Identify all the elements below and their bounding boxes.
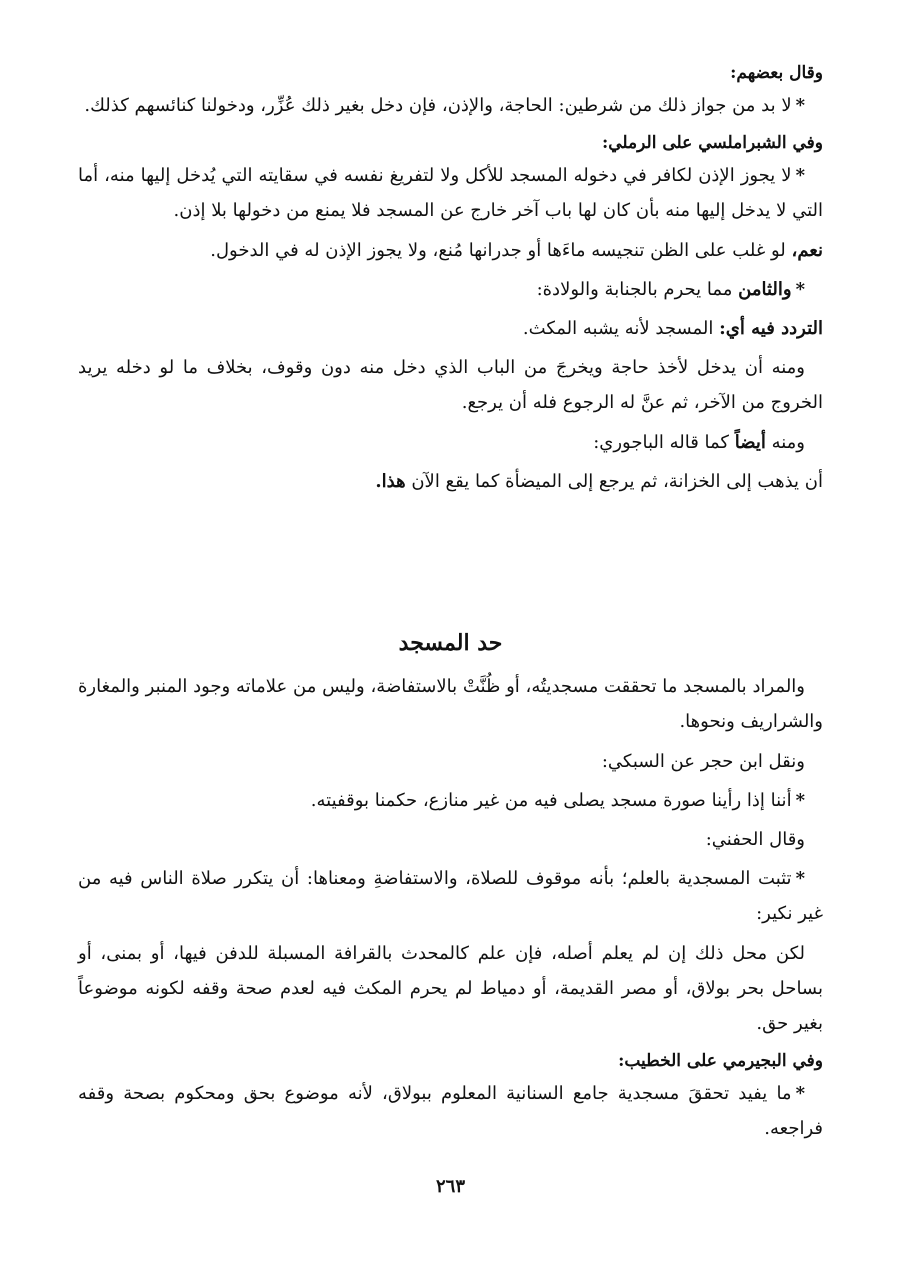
paragraph-text: أن يذهب إلى الخزانة، ثم يرجع إلى الميضأة كما يقع الآن	[411, 471, 823, 492]
asterisk-marker: *	[795, 790, 805, 811]
heading-bujairimi: وفي البجيرمي على الخطيب:	[618, 1051, 823, 1071]
page-number: ٢٦٣	[435, 1176, 465, 1197]
asterisk-marker: *	[795, 1083, 805, 1104]
asterisk-marker: *	[795, 868, 805, 889]
paragraph-text: ما يفيد تحققَ مسجدية جامع السنانية المعلوم ببولاق، لأنه موضوع بحق ومحكوم بصحة وقفه فراجعه.	[78, 1083, 823, 1139]
paragraph-text: المسجد لأنه يشبه المكث.	[522, 318, 714, 339]
paragraph-text: تثبت المسجدية بالعلم؛ بأنه موقوف للصلاة، والاستفاضةِ ومعناها: أن يتكرر صلاة الناس فيه من غير نكير:	[78, 868, 823, 924]
asterisk-marker: *	[795, 95, 805, 116]
paragraph-two-conditions	[78, 88, 823, 123]
bold-lead: والثامن	[738, 279, 792, 300]
paragraph-mosque-meaning: والمراد بالمسجد ما تحققت مسجديتُه، أو ظُنَّتْ بالاستفاضة، وليس من علاماته وجود المنبر والمغارة والشراريف ونحوها.	[78, 676, 823, 732]
paragraph-no-permission-kafir	[78, 158, 823, 228]
bold-lead: أيضاً	[734, 432, 766, 453]
paragraph-khizana	[78, 464, 823, 499]
bold-lead: هذا.	[375, 471, 406, 492]
paragraph-eighth	[78, 272, 823, 307]
paragraph-sinaniyya	[78, 1076, 823, 1146]
heading-shabramallisi: وفي الشبراملسي على الرملي:	[601, 133, 823, 153]
paragraph-qarafa: لكن محل ذلك إن لم يعلم أصله، فإن علم كالمحدث بالقرافة المسبلة للدفن فيها، أو بمنى، أو بساحل بحر بولاق، أو مصر القديمة، أو دمياط لم يحرم المكث فيه لعدم صحة وقفه لكونه موضوعاً بغير حق.	[78, 943, 823, 1034]
paragraph-bajuri	[78, 425, 823, 460]
paragraph-text: أننا إذا رأينا صورة مسجد يصلى فيه من غير منازع، حكمنا بوقفيته.	[310, 790, 792, 811]
paragraph-text: لو غلب على الظن تنجيسه ماءَها أو جدرانها مُنع، ولا يجوز الإذن له في الدخول.	[210, 240, 786, 261]
paragraph-text: مما يحرم بالجنابة والولادة:	[536, 279, 733, 300]
paragraph-passing-through: ومنه أن يدخل لأخذ حاجة ويخرجَ من الباب الذي دخل منه دون وقوف، بخلاف ما لو دخله يريد الخروج من الآخر، ثم عنَّ له الرجوع فله أن يرجع.	[78, 357, 823, 413]
asterisk-marker: *	[795, 165, 805, 186]
bold-lead: نعم،	[791, 240, 823, 261]
bold-lead: التردد فيه أي:	[719, 318, 823, 339]
paragraph-text: لا بد من جواز ذلك من شرطين: الحاجة، والإذن، فإن دخل بغير ذلك عُزِّر، ودخولنا كنائسهم كذلك.	[84, 95, 792, 116]
paragraph-taraddud	[78, 311, 823, 346]
paragraph-text: كما قاله الباجوري:	[593, 432, 729, 453]
paragraph-ibn-hajar: ونقل ابن حجر عن السبكي:	[601, 751, 805, 772]
section-title: حد المسجد	[398, 630, 503, 656]
heading-some-said: وقال بعضهم:	[730, 63, 823, 83]
book-page	[78, 58, 823, 1238]
paragraph-text: ومنه	[771, 432, 805, 453]
paragraph-text: لا يجوز الإذن لكافر في دخوله المسجد للأكل ولا لتفريغ نفسه في سقايته التي يُدخل إليها منه، أما التي لا يدخل إليها منه بأن كان لها باب آخر خارج عن المسجد فلا يمنع من دخولها بلا إذن.	[78, 165, 823, 221]
paragraph-proof-of-mosque	[78, 861, 823, 931]
section-mosque-definition	[78, 623, 823, 1151]
paragraph-naam	[78, 233, 823, 268]
paragraph-subki-quote	[78, 783, 823, 818]
section-entry-rules	[78, 58, 823, 504]
asterisk-marker: *	[795, 279, 805, 300]
paragraph-hifni: وقال الحفني:	[705, 829, 805, 850]
